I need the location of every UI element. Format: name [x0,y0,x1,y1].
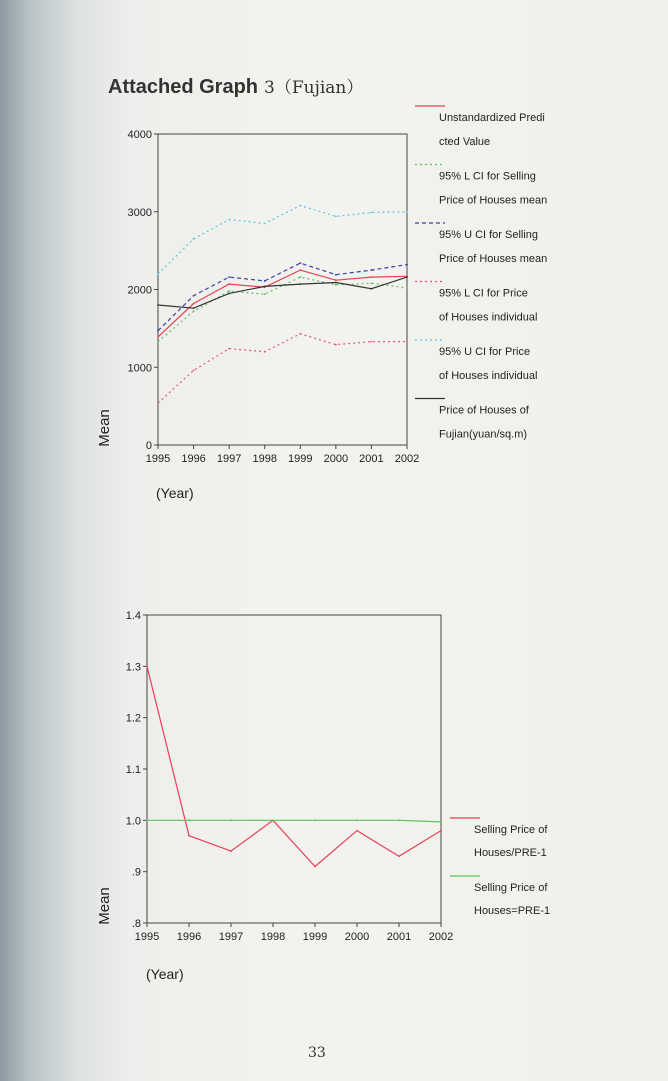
series-1-point [228,283,230,285]
x-tick-label: 1997 [218,931,244,943]
chart-predicted-values [0,0,668,520]
x-tick-label: 2000 [344,931,370,943]
legend-label-2: Price of Houses mean [439,194,548,207]
y-tick-label: 1.4 [125,610,141,622]
series-1-point [356,830,358,832]
series-3-point [193,295,195,297]
series-line-4 [158,334,407,403]
legend-label-3: Price of Houses mean [439,253,548,265]
series-1-point [440,830,442,832]
legend-label-2: Selling Price of [474,882,548,894]
y-tick-label: 0 [145,440,152,452]
x-tick-label: 1995 [145,453,171,465]
series-2-point [406,287,408,289]
x-tick-label: 1996 [176,931,202,943]
legend-label-2: 95% L CI for Selling [439,170,536,183]
series-2-point [264,293,266,295]
x-tick-label: 1995 [134,931,160,943]
series-4-point [264,351,266,353]
y-tick-label: 4000 [127,129,152,141]
legend-label-6: Price of Houses of [439,404,529,417]
plot-frame [158,134,407,445]
series-3-point [157,330,159,332]
y-axis-label: Mean [96,887,113,925]
x-tick-label: 2002 [394,453,420,465]
legend-label-5: of Houses individual [439,370,538,382]
series-1-point [314,866,316,868]
series-line-6 [158,277,407,308]
series-2-point [228,290,230,292]
series-5-point [228,219,230,221]
x-tick-label: 2001 [359,453,384,465]
plot-frame [147,615,441,923]
series-4-point [228,348,230,350]
y-tick-label: 1.2 [125,712,141,725]
series-5-point [371,212,373,214]
y-tick-label: 1000 [127,362,152,375]
legend-label-6: Fujian(yuan/sq.m) [439,428,528,441]
series-2-point [157,341,159,343]
series-1-point [398,855,400,857]
series-3-point [264,280,266,282]
series-2-point [272,819,274,821]
series-4-point [406,341,408,343]
series-5-point [264,223,266,225]
legend-label-4: of Houses individual [439,311,538,324]
series-2-point [356,819,358,821]
legend-label-1: Unstandardized Predi [439,112,545,124]
page-title-main: Attached Graph [108,76,259,98]
series-2-point [230,819,232,821]
x-axis-label: (Year) [146,966,184,982]
legend-label-5: 95% U CI for Price [439,346,531,358]
series-1-point [193,303,195,305]
y-tick-label: 1.0 [125,815,141,828]
x-tick-label: 1996 [181,453,206,465]
y-tick-label: 1.3 [125,661,141,674]
series-1-point [157,336,159,338]
y-tick-label: .9 [131,866,141,879]
series-line-1 [147,666,441,866]
legend-label-1: cted Value [439,136,491,148]
legend-label-1: Selling Price of [474,824,548,836]
series-6-point [406,276,408,278]
series-6-point [228,292,230,294]
series-4-point [335,344,337,346]
series-5-point [406,211,408,213]
series-2-point [146,819,148,821]
x-axis-label: (Year) [156,485,194,501]
series-6-point [193,307,195,309]
legend-label-3: 95% U CI for Selling [439,229,539,241]
series-5-point [299,205,301,207]
series-4-point [157,402,159,404]
series-line-1 [158,270,407,337]
legend-label-1: Houses/PRE-1 [474,847,547,859]
series-4-point [299,333,301,335]
series-2-point [188,819,190,821]
y-tick-label: 3000 [127,206,152,219]
series-5-point [157,273,159,275]
series-2-point [398,819,400,821]
legend-label-4: 95% L CI for Price [439,287,528,300]
series-3-point [406,264,408,266]
x-tick-label: 2000 [323,453,349,465]
series-1-point [230,850,232,852]
series-5-point [335,216,337,218]
series-5-point [193,238,195,240]
series-3-point [228,276,230,278]
series-6-point [371,288,373,290]
x-tick-label: 1999 [288,453,313,465]
series-1-point [146,665,148,667]
series-line-2 [158,277,407,342]
x-tick-label: 2002 [428,931,454,943]
series-line-3 [158,263,407,331]
page-title-sub: 3（Fujian） [264,78,364,98]
series-1-point [188,835,190,837]
series-6-point [157,304,159,306]
x-tick-label: 1998 [260,931,286,943]
series-1-point [299,269,301,271]
legend-label-2: Houses=PRE-1 [474,905,551,917]
series-6-point [335,282,337,284]
series-3-point [335,274,337,276]
x-tick-label: 2001 [386,931,412,943]
page-number: 33 [308,1045,326,1061]
series-4-point [193,369,195,371]
y-tick-label: .8 [131,918,141,930]
series-3-point [299,262,301,264]
series-6-point [264,285,266,287]
series-2-point [299,276,301,278]
series-2-point [335,284,337,286]
chart-ratio [0,560,668,1000]
series-2-point [371,282,373,284]
series-2-point [440,821,442,823]
series-6-point [299,283,301,285]
series-2-point [193,310,195,312]
x-tick-label: 1999 [302,931,328,943]
y-tick-label: 2000 [127,284,152,297]
series-2-point [314,819,316,821]
series-line-5 [158,206,407,274]
y-tick-label: 1.1 [125,764,141,776]
series-line-2 [147,820,441,822]
x-tick-label: 1997 [216,453,242,465]
series-1-point [335,279,337,281]
series-4-point [371,341,373,343]
y-axis-label: Mean [96,409,113,447]
series-1-point [371,276,373,278]
x-tick-label: 1998 [252,453,277,465]
series-3-point [371,269,373,271]
